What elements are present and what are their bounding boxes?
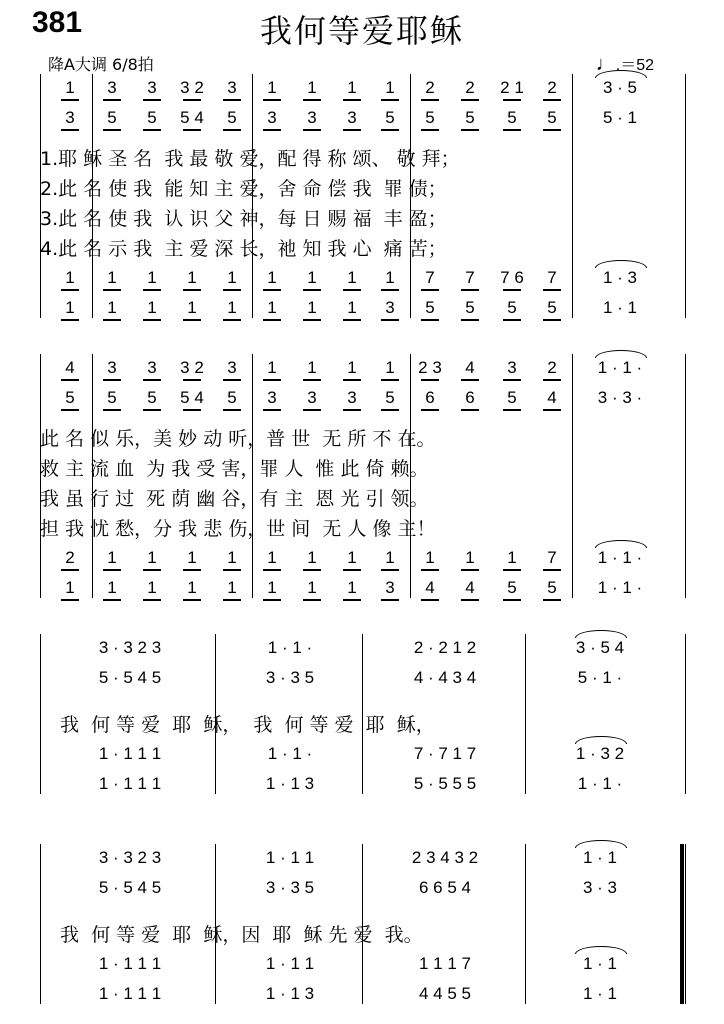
soprano-note: 1 — [385, 78, 395, 97]
alto-note: 5 — [385, 388, 395, 407]
alto-note: 5 · 1 · — [577, 668, 623, 687]
bass-note: 1 · 1 · — [597, 578, 643, 597]
bar-line — [40, 844, 41, 1004]
alto-note: 5 — [227, 108, 237, 127]
final-bar-line — [680, 844, 684, 1004]
tenor-note: 1 — [507, 548, 517, 567]
beam-line — [543, 379, 561, 381]
tenor-note: 1 — [187, 548, 197, 567]
soprano-note: 1 — [65, 78, 75, 97]
beam-line — [343, 409, 361, 411]
lyric-line: 2.此 名 使 我 能 知 主 爱，舍 命 偿 我 罪 债； — [40, 178, 447, 200]
alto-note: 5 4 — [180, 108, 204, 127]
bar-line — [525, 844, 526, 1004]
tenor-note: 1 — [147, 548, 157, 567]
alto-note: 3 — [347, 388, 357, 407]
alto-note: 3 · 3 — [582, 878, 618, 897]
lyric-line: 我 何 等 爱 耶 稣，因 耶 稣 先 爱 我。 — [60, 924, 423, 946]
soprano-note: 3 · 5 — [602, 78, 638, 97]
bass-note: 1 — [147, 298, 157, 317]
lyric-line: 此 名 似 乐，美 妙 动 听，普 世 无 所 不 在。 — [40, 428, 436, 450]
soprano-note: 1 — [267, 358, 277, 377]
tenor-note: 1 · 3 2 — [575, 744, 625, 763]
lyric-line: 我 何 等 爱 耶 稣， 我 何 等 爱 耶 稣， — [60, 714, 435, 736]
tenor-note: 1 — [385, 548, 395, 567]
tenor-note: 1 · 1 · — [597, 548, 643, 567]
tie-mark — [575, 946, 627, 954]
beam-line — [143, 379, 161, 381]
bar-line — [572, 74, 573, 318]
page-title: 我何等爱耶稣 — [259, 12, 464, 50]
alto-note: 5 — [227, 388, 237, 407]
soprano-note: 3 — [107, 358, 117, 377]
tenor-note: 1 — [385, 268, 395, 287]
beam-line — [143, 319, 161, 321]
beam-line — [461, 99, 479, 101]
beam-line — [343, 99, 361, 101]
bass-note: 1 — [187, 298, 197, 317]
soprano-note: 2 — [465, 78, 475, 97]
alto-note: 3 · 3 5 — [265, 878, 315, 897]
beam-line — [543, 319, 561, 321]
alto-note: 5 — [465, 108, 475, 127]
beam-line — [421, 599, 439, 601]
soprano-note: 1 · 1 · — [267, 638, 313, 657]
alto-note: 3 — [267, 108, 277, 127]
bass-note: 1 — [107, 578, 117, 597]
beam-line — [143, 409, 161, 411]
bass-note: 1 — [65, 298, 75, 317]
bar-line — [685, 74, 686, 318]
beam-line — [343, 289, 361, 291]
beam-line — [61, 599, 79, 601]
beam-line — [223, 289, 241, 291]
beam-line — [543, 569, 561, 571]
soprano-note: 1 — [307, 78, 317, 97]
soprano-note: 3 · 5 4 — [575, 638, 625, 657]
soprano-note: 1 — [385, 358, 395, 377]
alto-note: 5 — [507, 108, 517, 127]
beam-line — [183, 99, 201, 101]
bass-note: 5 · 5 5 5 — [413, 774, 477, 793]
tenor-note: 1 — [187, 268, 197, 287]
soprano-note: 3 2 — [180, 78, 204, 97]
beam-line — [143, 99, 161, 101]
beam-line — [263, 599, 281, 601]
beam-line — [183, 379, 201, 381]
alto-note: 6 6 5 4 — [419, 878, 471, 897]
bass-note: 1 · 1 — [602, 298, 638, 317]
alto-note: 5 · 5 4 5 — [98, 668, 162, 687]
beam-line — [61, 569, 79, 571]
tie-mark — [575, 630, 627, 638]
beam-line — [263, 129, 281, 131]
beam-line — [103, 289, 121, 291]
soprano-note: 3 — [227, 78, 237, 97]
beam-line — [183, 569, 201, 571]
tenor-note: 1 — [267, 548, 277, 567]
beam-line — [381, 319, 399, 321]
alto-note: 4 · 4 3 4 — [413, 668, 477, 687]
tie-mark — [595, 540, 647, 548]
tie-mark — [575, 840, 627, 848]
beam-line — [103, 409, 121, 411]
tenor-note: 1 — [65, 268, 75, 287]
tenor-note: 7 — [425, 268, 435, 287]
beam-line — [223, 129, 241, 131]
beam-line — [303, 599, 321, 601]
beam-line — [103, 99, 121, 101]
tenor-note: 1 — [347, 548, 357, 567]
tenor-note: 1 1 1 7 — [419, 954, 471, 973]
bar-line — [525, 634, 526, 794]
beam-line — [263, 289, 281, 291]
alto-note: 3 · 3 5 — [265, 668, 315, 687]
tenor-note: 7 — [547, 548, 557, 567]
tie-mark — [595, 260, 647, 268]
alto-note: 6 — [465, 388, 475, 407]
beam-line — [183, 129, 201, 131]
bar-line — [572, 354, 573, 598]
beam-line — [263, 379, 281, 381]
bass-note: 1 — [347, 578, 357, 597]
soprano-note: 2 1 — [500, 78, 524, 97]
soprano-note: 2 3 4 3 2 — [411, 848, 479, 867]
beam-line — [421, 99, 439, 101]
soprano-note: 4 — [65, 358, 75, 377]
tenor-note: 1 — [347, 268, 357, 287]
beam-line — [421, 569, 439, 571]
beam-line — [503, 289, 521, 291]
bass-note: 1 · 1 3 — [265, 774, 315, 793]
beam-line — [183, 409, 201, 411]
lyric-line: 3.此 名 使 我 认 识 父 神，每 日 赐 福 丰 盈； — [40, 208, 447, 230]
bass-note: 5 — [547, 578, 557, 597]
soprano-note: 2 — [425, 78, 435, 97]
soprano-note: 1 — [347, 78, 357, 97]
alto-note: 3 — [65, 108, 75, 127]
bass-note: 1 — [65, 578, 75, 597]
bass-note: 5 — [507, 298, 517, 317]
tenor-note: 7 — [547, 268, 557, 287]
beam-line — [503, 379, 521, 381]
beam-line — [303, 319, 321, 321]
beam-line — [143, 569, 161, 571]
bass-note: 3 — [385, 578, 395, 597]
lyric-line: 我 虽 行 过 死 荫 幽 谷，有 主 恩 光 引 领。 — [40, 488, 429, 510]
soprano-note: 4 — [465, 358, 475, 377]
bass-note: 4 4 5 5 — [419, 984, 471, 1003]
beam-line — [103, 599, 121, 601]
alto-note: 3 — [307, 388, 317, 407]
soprano-note: 3 — [227, 358, 237, 377]
beam-line — [503, 409, 521, 411]
beam-line — [461, 599, 479, 601]
bar-line — [685, 354, 686, 598]
tenor-note: 1 · 1 — [582, 954, 618, 973]
beam-line — [381, 379, 399, 381]
soprano-note: 2 — [547, 78, 557, 97]
alto-note: 3 — [267, 388, 277, 407]
beam-line — [543, 599, 561, 601]
tenor-note: 1 · 1 · — [267, 744, 313, 763]
beam-line — [103, 129, 121, 131]
tenor-note: 1 — [147, 268, 157, 287]
tenor-note: 1 — [307, 548, 317, 567]
soprano-note: 3 · 3 2 3 — [98, 848, 162, 867]
tenor-note: 1 — [227, 548, 237, 567]
beam-line — [61, 99, 79, 101]
beam-line — [263, 569, 281, 571]
beam-line — [143, 599, 161, 601]
alto-note: 5 · 5 4 5 — [98, 878, 162, 897]
beam-line — [461, 289, 479, 291]
beam-line — [503, 129, 521, 131]
bass-note: 1 — [347, 298, 357, 317]
soprano-note: 2 — [547, 358, 557, 377]
soprano-note: 3 — [147, 358, 157, 377]
soprano-note: 2 3 — [418, 358, 442, 377]
bar-line — [685, 634, 686, 794]
soprano-note: 1 — [347, 358, 357, 377]
beam-line — [143, 129, 161, 131]
beam-line — [303, 289, 321, 291]
tie-mark — [575, 736, 627, 744]
beam-line — [103, 379, 121, 381]
beam-line — [61, 289, 79, 291]
alto-note: 5 — [547, 108, 557, 127]
tenor-note: 1 · 1 1 1 — [98, 744, 162, 763]
soprano-note: 3 — [507, 358, 517, 377]
bass-note: 1 · 1 1 1 — [98, 774, 162, 793]
soprano-note: 1 — [307, 358, 317, 377]
soprano-note: 1 · 1 1 — [265, 848, 315, 867]
beam-line — [343, 319, 361, 321]
lyric-line: 担 我 忧 愁，分 我 悲 伤，世 间 无 人 像 主！ — [40, 518, 436, 540]
beam-line — [461, 129, 479, 131]
tenor-note: 1 — [307, 268, 317, 287]
bass-note: 3 — [385, 298, 395, 317]
beam-line — [183, 599, 201, 601]
beam-line — [503, 599, 521, 601]
beam-line — [543, 289, 561, 291]
beam-line — [223, 319, 241, 321]
beam-line — [343, 599, 361, 601]
quarter-note-icon: ♩ — [595, 53, 616, 75]
alto-note: 5 — [425, 108, 435, 127]
tenor-note: 1 · 1 1 1 — [98, 954, 162, 973]
beam-line — [381, 409, 399, 411]
beam-line — [223, 569, 241, 571]
beam-line — [103, 319, 121, 321]
beam-line — [381, 569, 399, 571]
alto-note: 5 — [147, 108, 157, 127]
beam-line — [421, 379, 439, 381]
alto-note: 6 — [425, 388, 435, 407]
beam-line — [183, 319, 201, 321]
bass-note: 5 — [507, 578, 517, 597]
beam-line — [61, 129, 79, 131]
lyric-line: 1.耶 稣 圣 名 我 最 敬 爱，配 得 称 颂、 敬 拜； — [40, 148, 460, 170]
bass-note: 5 — [425, 298, 435, 317]
alto-note: 4 — [547, 388, 557, 407]
lyric-line: 4.此 名 示 我 主 爱 深 长，祂 知 我 心 痛 苦； — [40, 238, 447, 260]
beam-line — [421, 289, 439, 291]
beam-line — [343, 569, 361, 571]
alto-note: 5 · 1 — [602, 108, 638, 127]
bass-note: 1 · 1 — [582, 984, 618, 1003]
alto-note: 5 — [147, 388, 157, 407]
bass-note: 1 — [147, 578, 157, 597]
soprano-note: 1 — [267, 78, 277, 97]
tenor-note: 1 · 1 1 — [265, 954, 315, 973]
soprano-note: 3 — [107, 78, 117, 97]
beam-line — [303, 129, 321, 131]
tie-mark — [595, 350, 647, 358]
bass-note: 5 — [465, 298, 475, 317]
bass-note: 1 — [267, 298, 277, 317]
beam-line — [61, 409, 79, 411]
alto-note: 3 · 3 · — [597, 388, 643, 407]
tempo-marking: ♩.＝52 — [595, 53, 654, 75]
beam-line — [421, 129, 439, 131]
beam-line — [503, 569, 521, 571]
beam-line — [461, 409, 479, 411]
beam-line — [223, 599, 241, 601]
alto-note: 3 — [307, 108, 317, 127]
bass-note: 4 — [425, 578, 435, 597]
beam-line — [543, 129, 561, 131]
bass-note: 1 — [107, 298, 117, 317]
beam-line — [461, 569, 479, 571]
beam-line — [61, 319, 79, 321]
beam-line — [183, 289, 201, 291]
bass-note: 5 — [547, 298, 557, 317]
beam-line — [343, 129, 361, 131]
beam-line — [223, 409, 241, 411]
bar-line — [40, 634, 41, 794]
tenor-note: 7 6 — [500, 268, 524, 287]
beam-line — [461, 379, 479, 381]
bass-note: 1 · 1 · — [577, 774, 623, 793]
tenor-note: 1 — [107, 548, 117, 567]
alto-note: 5 — [107, 108, 117, 127]
lyric-line: 救 主 流 血 为 我 受 害，罪 人 惟 此 倚 赖。 — [40, 458, 429, 480]
beam-line — [263, 319, 281, 321]
alto-note: 5 4 — [180, 388, 204, 407]
beam-line — [103, 569, 121, 571]
soprano-note: 1 · 1 — [582, 848, 618, 867]
soprano-note: 1 · 1 · — [597, 358, 643, 377]
alto-note: 3 — [347, 108, 357, 127]
beam-line — [303, 569, 321, 571]
beam-line — [381, 289, 399, 291]
beam-line — [381, 129, 399, 131]
tenor-note: 1 · 3 — [602, 268, 638, 287]
bass-note: 1 — [187, 578, 197, 597]
alto-note: 5 — [385, 108, 395, 127]
tenor-note: 2 — [65, 548, 75, 567]
beam-line — [381, 599, 399, 601]
beam-line — [263, 409, 281, 411]
beam-line — [303, 379, 321, 381]
alto-note: 5 — [507, 388, 517, 407]
alto-note: 5 — [65, 388, 75, 407]
soprano-note: 3 — [147, 78, 157, 97]
bass-note: 1 · 1 3 — [265, 984, 315, 1003]
beam-line — [503, 319, 521, 321]
beam-line — [343, 379, 361, 381]
tenor-note: 1 — [107, 268, 117, 287]
beam-line — [303, 99, 321, 101]
alto-note: 5 — [107, 388, 117, 407]
beam-line — [223, 379, 241, 381]
soprano-note: 3 2 — [180, 358, 204, 377]
beam-line — [263, 99, 281, 101]
beam-line — [303, 409, 321, 411]
key-meter: 降A大调 6/8拍 — [48, 55, 154, 74]
tenor-note: 1 — [465, 548, 475, 567]
beam-line — [61, 379, 79, 381]
beam-line — [503, 99, 521, 101]
beam-line — [543, 409, 561, 411]
hymn-number: 381 — [32, 6, 83, 39]
bass-note: 1 · 1 1 1 — [98, 984, 162, 1003]
tenor-note: 7 — [465, 268, 475, 287]
beam-line — [543, 99, 561, 101]
bass-note: 1 — [307, 578, 317, 597]
bass-note: 1 — [227, 298, 237, 317]
soprano-note: 2 · 2 1 2 — [413, 638, 477, 657]
bass-note: 1 — [307, 298, 317, 317]
beam-line — [461, 319, 479, 321]
beam-line — [381, 99, 399, 101]
beam-line — [421, 319, 439, 321]
bass-note: 1 — [227, 578, 237, 597]
beam-line — [421, 409, 439, 411]
tenor-note: 1 — [425, 548, 435, 567]
bar-line — [685, 844, 686, 1004]
tenor-note: 1 — [227, 268, 237, 287]
bass-note: 1 — [267, 578, 277, 597]
beam-line — [223, 99, 241, 101]
soprano-note: 3 · 3 2 3 — [98, 638, 162, 657]
bass-note: 4 — [465, 578, 475, 597]
tenor-note: 1 — [267, 268, 277, 287]
beam-line — [143, 289, 161, 291]
tenor-note: 7 · 7 1 7 — [413, 744, 477, 763]
